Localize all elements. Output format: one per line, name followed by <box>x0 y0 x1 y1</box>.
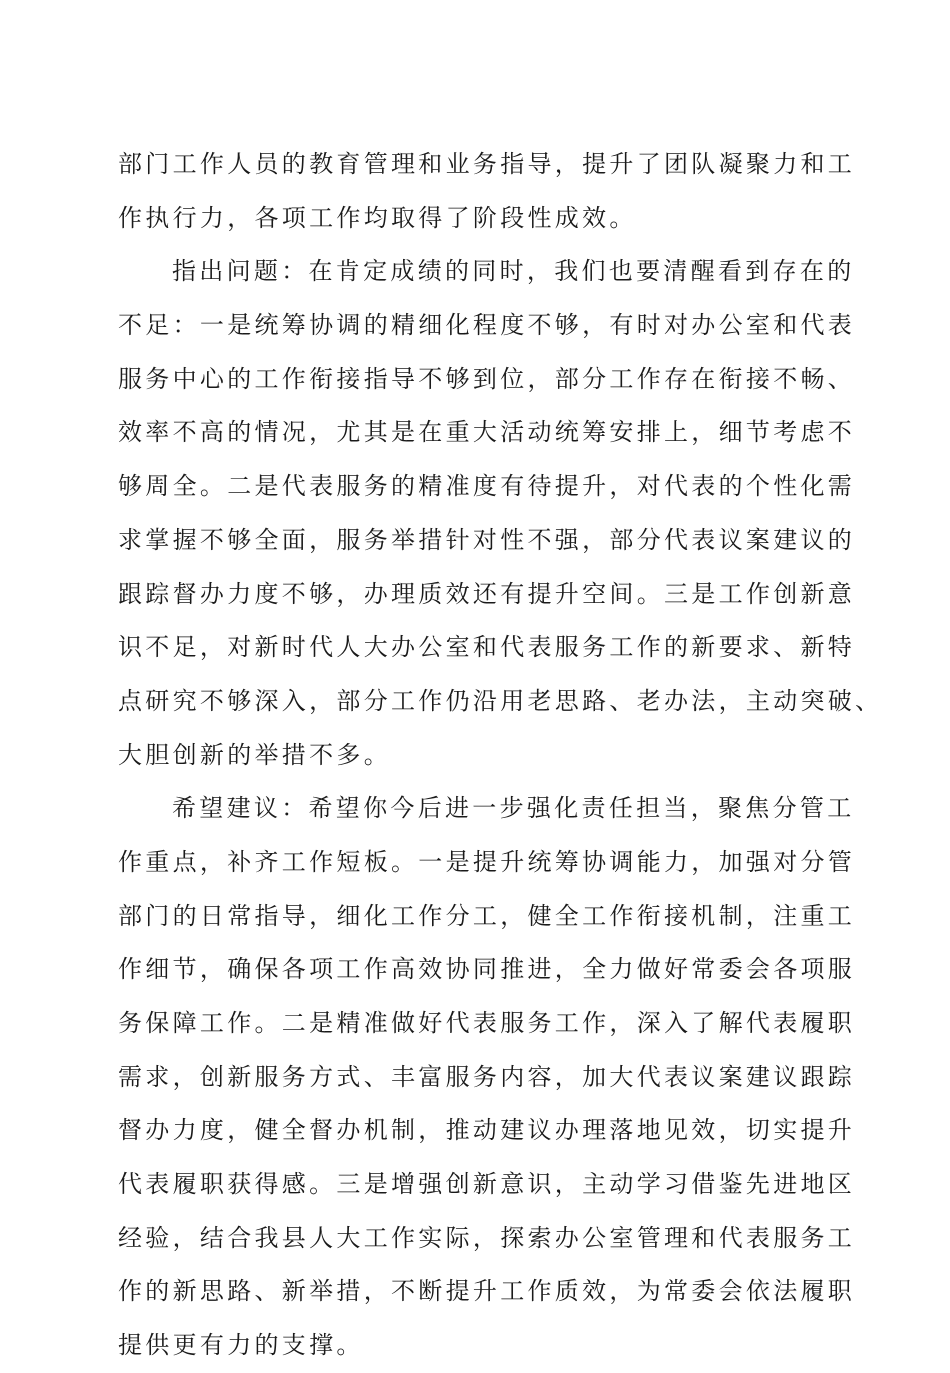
text-line: 不足：一是统筹协调的精细化程度不够，有时对办公室和代表 <box>118 311 856 340</box>
text-line: 务保障工作。二是精准做好代表服务工作，深入了解代表履职 <box>118 1009 856 1037</box>
text-line: 督办力度，健全督办机制，推动建议办理落地见效，切实提升 <box>118 1116 856 1145</box>
paragraph-start-line: 希望建议：希望你今后进一步强化责任担当，聚焦分管工 <box>172 794 855 823</box>
text-line: 够周全。二是代表服务的精准度有待提升，对代表的个性化需 <box>118 472 856 501</box>
document-body <box>118 138 883 1373</box>
text-line: 识不足，对新时代人大办公室和代表服务工作的新要求、新特 <box>118 633 856 662</box>
text-line: 作重点，补齐工作短板。一是提升统筹协调能力，加强对分管 <box>118 847 856 876</box>
paragraph-start-line: 指出问题：在肯定成绩的同时，我们也要清醒看到存在的 <box>172 257 855 286</box>
text-line: 代表履职获得感。三是增强创新意识，主动学习借鉴先进地区 <box>118 1170 856 1199</box>
text-line: 作执行力，各项工作均取得了阶段性成效。 <box>118 203 637 232</box>
text-line: 需求，创新服务方式、丰富服务内容，加大代表议案建议跟踪 <box>118 1062 856 1091</box>
text-line: 效率不高的情况，尤其是在重大活动统筹安排上，细节考虑不 <box>118 418 856 447</box>
text-line: 大胆创新的举措不多。 <box>118 740 391 769</box>
text-line: 部门工作人员的教育管理和业务指导，提升了团队凝聚力和工 <box>118 150 856 178</box>
text-line: 作细节，确保各项工作高效协同推进，全力做好常委会各项服 <box>118 955 856 984</box>
text-line: 求掌握不够全面，服务举措针对性不强，部分代表议案建议的 <box>118 525 856 554</box>
text-line: 跟踪督办力度不够，办理质效还有提升空间。三是工作创新意 <box>118 579 856 608</box>
text-line: 提供更有力的支撑。 <box>118 1331 364 1360</box>
text-line: 点研究不够深入，部分工作仍沿用老思路、老办法，主动突破、 <box>118 686 883 715</box>
text-line: 作的新思路、新举措，不断提升工作质效，为常委会依法履职 <box>118 1277 856 1306</box>
text-line: 服务中心的工作衔接指导不够到位，部分工作存在衔接不畅、 <box>118 364 856 393</box>
text-line: 部门的日常指导，细化工作分工，健全工作衔接机制，注重工 <box>118 901 856 930</box>
text-line: 经验，结合我县人大工作实际，探索办公室管理和代表服务工 <box>118 1223 856 1252</box>
